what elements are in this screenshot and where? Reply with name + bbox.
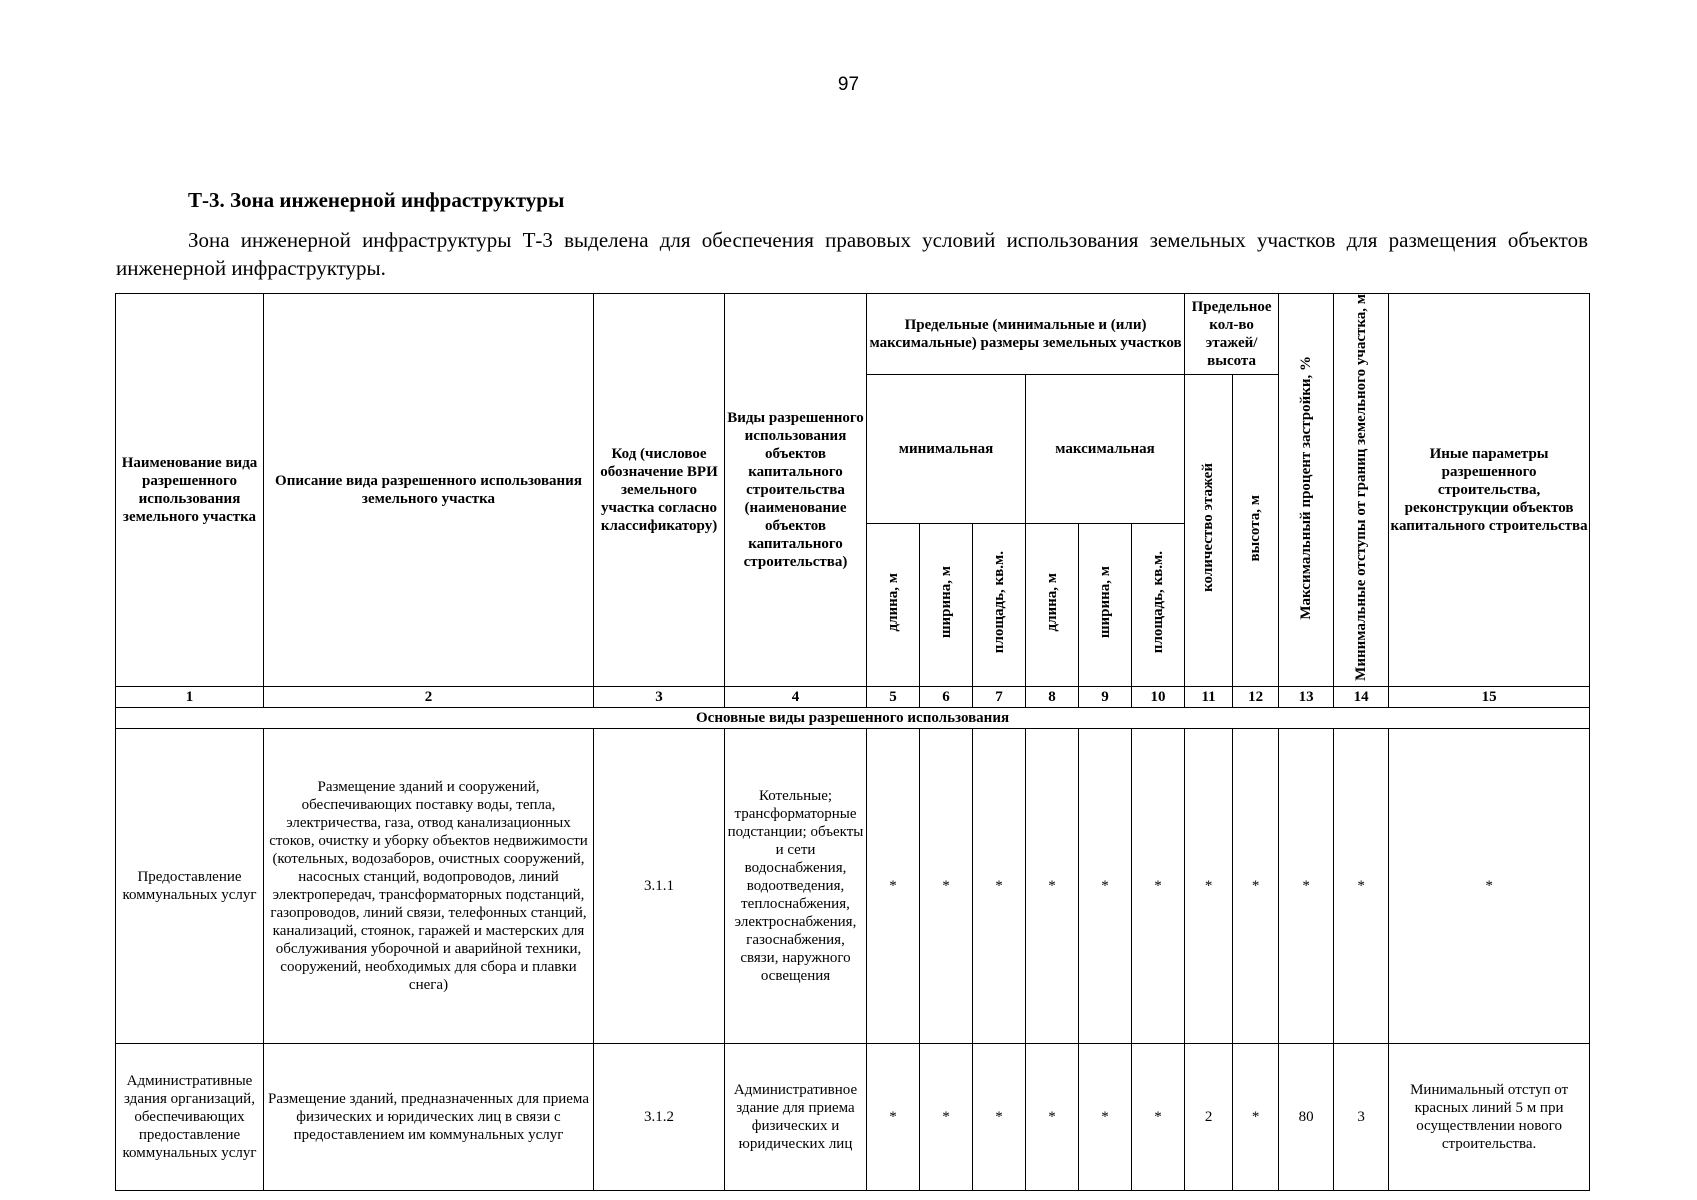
header-name: Наименование вида разрешенного использования земельного участка — [116, 294, 264, 687]
group-row — [116, 707, 1590, 728]
row-min-length: * — [867, 728, 920, 1043]
header-row-1 — [116, 294, 1590, 375]
header-setbacks: Минимальные отступы от границ земельного участка, м — [1334, 294, 1389, 687]
row-height: * — [1233, 1043, 1279, 1190]
row-code: 3.1.1 — [594, 728, 725, 1043]
row-objects: Котельные; трансформаторные подстанции; объекты и сети водоснабжения, водоотведения, теплоснабжения, электроснабжения, газоснабжения, связи, наружного освещения — [725, 728, 867, 1043]
row-min-length: * — [867, 1043, 920, 1190]
row-code: 3.1.2 — [594, 1043, 725, 1190]
header-max-group: максимальная — [1026, 375, 1185, 524]
header-height: высота, м — [1233, 375, 1279, 687]
row-setbacks: 3 — [1334, 1043, 1389, 1190]
zone-parameters-table — [115, 293, 1590, 1191]
header-max-width: ширина, м — [1079, 523, 1132, 686]
header-other-params: Иные параметры разрешенного строительства, реконструкции объектов капитального строительства — [1389, 294, 1590, 687]
header-min-length: длина, м — [867, 523, 920, 686]
row-max-area: * — [1132, 728, 1185, 1043]
row-objects: Административное здание для приема физических и юридических лиц — [725, 1043, 867, 1190]
header-min-group: минимальная — [867, 375, 1026, 524]
row-min-area: * — [973, 728, 1026, 1043]
row-min-width: * — [920, 1043, 973, 1190]
column-number: 3 — [594, 686, 725, 707]
row-max-length: * — [1026, 728, 1079, 1043]
column-number: 4 — [725, 686, 867, 707]
column-number: 5 — [867, 686, 920, 707]
row-max-width: * — [1079, 728, 1132, 1043]
column-number: 11 — [1185, 686, 1233, 707]
header-max-length: длина, м — [1026, 523, 1079, 686]
row-height: * — [1233, 728, 1279, 1043]
column-number-row — [116, 686, 1590, 707]
page-number: 97 — [837, 74, 860, 95]
column-number: 8 — [1026, 686, 1079, 707]
column-number: 2 — [264, 686, 594, 707]
row-floors: * — [1185, 728, 1233, 1043]
header-description: Описание вида разрешенного использования земельного участка — [264, 294, 594, 687]
row-other-params: * — [1389, 728, 1590, 1043]
row-build-percent: * — [1279, 728, 1334, 1043]
column-number: 7 — [973, 686, 1026, 707]
column-number: 9 — [1079, 686, 1132, 707]
group-title: Основные виды разрешенного использования — [116, 707, 1590, 728]
row-build-percent: 80 — [1279, 1043, 1334, 1190]
row-other-params: Минимальный отступ от красных линий 5 м при осуществлении нового строительства. — [1389, 1043, 1590, 1190]
row-min-area: * — [973, 1043, 1026, 1190]
section-title: Т-3. Зона инженерной инфраструктуры — [188, 188, 565, 212]
table-row — [116, 728, 1590, 1043]
column-number: 15 — [1389, 686, 1590, 707]
row-max-width: * — [1079, 1043, 1132, 1190]
header-code: Код (числовое обозначение ВРИ земельного участка согласно классификатору) — [594, 294, 725, 687]
header-min-width: ширина, м — [920, 523, 973, 686]
row-max-area: * — [1132, 1043, 1185, 1190]
header-floors-group: Предельное кол-во этажей/ высота — [1185, 294, 1279, 375]
header-sizes-group: Предельные (минимальные и (или) максимальные) размеры земельных участков — [867, 294, 1185, 375]
column-number: 10 — [1132, 686, 1185, 707]
column-number: 1 — [116, 686, 264, 707]
row-description: Размещение зданий, предназначенных для приема физических и юридических лиц в связи с предоставлением им коммунальных услуг — [264, 1043, 594, 1190]
row-min-width: * — [920, 728, 973, 1043]
header-objects: Виды разрешенного использования объектов капитального строительства (наименование объектов капитального строительства) — [725, 294, 867, 687]
header-max-area: площадь, кв.м. — [1132, 523, 1185, 686]
row-floors: 2 — [1185, 1043, 1233, 1190]
row-description: Размещение зданий и сооружений, обеспечивающих поставку воды, тепла, электричества, газа, отвод канализационных стоков, очистку и уборку объектов недвижимости (котельных, водозаборов, очистных сооружений, насосных станций, водопроводов, линий электропередач, трансформаторных подстанций, газопроводов, линий связи, телефонных станций, канализаций, стоянок, гаражей и мастерских для обслуживания уборочной и аварийной техники, сооружений, необходимых для сбора и плавки снега) — [264, 728, 594, 1043]
column-number: 13 — [1279, 686, 1334, 707]
column-number: 14 — [1334, 686, 1389, 707]
row-name: Предоставление коммунальных услуг — [116, 728, 264, 1043]
header-min-area: площадь, кв.м. — [973, 523, 1026, 686]
header-build-percent: Максимальный процент застройки, % — [1279, 294, 1334, 687]
row-setbacks: * — [1334, 728, 1389, 1043]
table-row — [116, 1043, 1590, 1190]
intro-paragraph: Зона инженерной инфраструктуры Т-3 выделена для обеспечения правовых условий использования земельных участков для размещения объектов инженерной инфраструктуры. — [116, 228, 1588, 280]
column-number: 6 — [920, 686, 973, 707]
row-name: Административные здания организаций, обеспечивающих предоставление коммунальных услуг — [116, 1043, 264, 1190]
column-number: 12 — [1233, 686, 1279, 707]
row-max-length: * — [1026, 1043, 1079, 1190]
header-floors: количество этажей — [1185, 375, 1233, 687]
